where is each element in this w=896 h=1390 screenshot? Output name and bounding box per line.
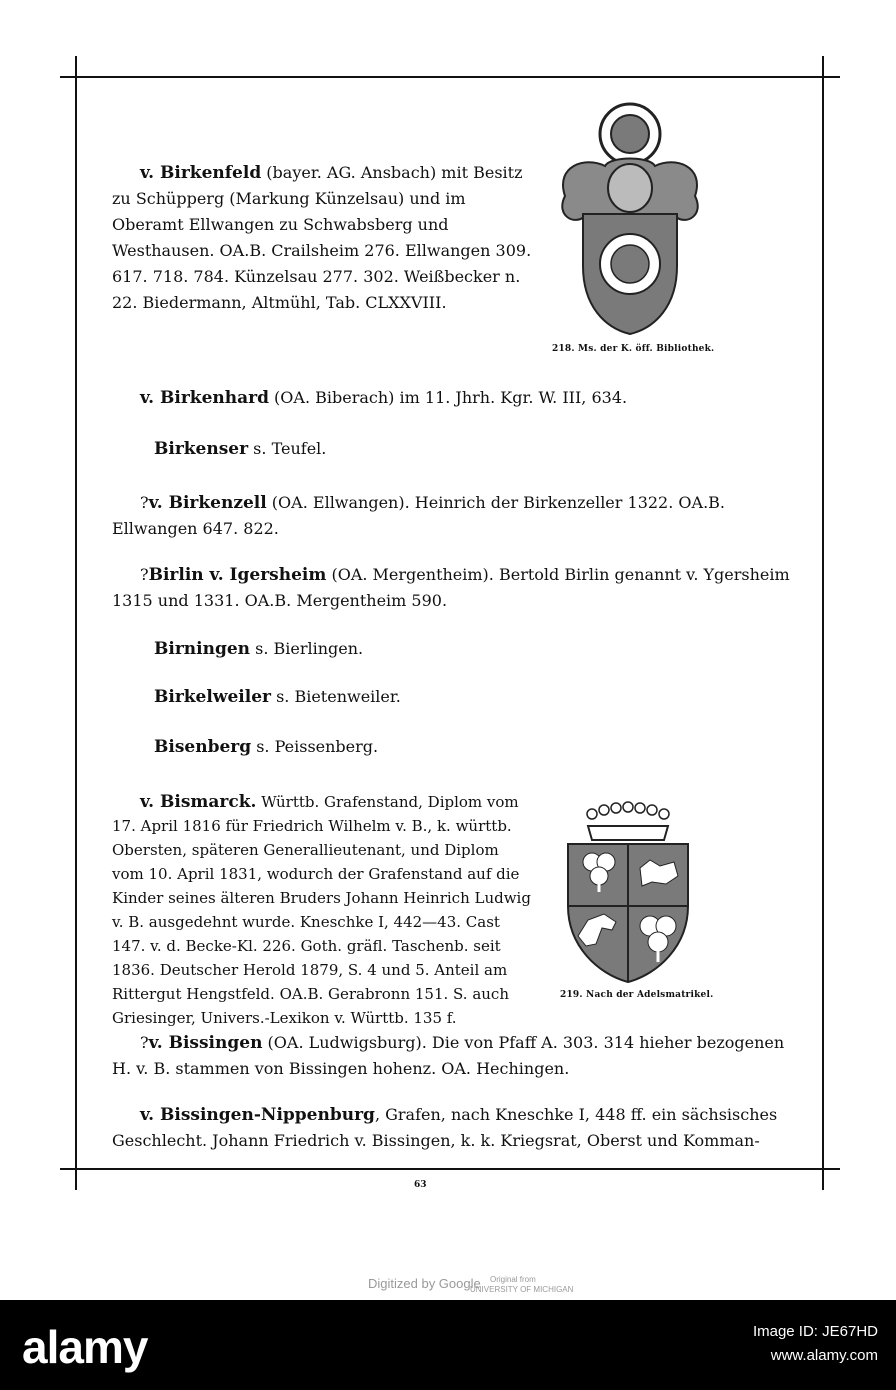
entry-head: Bisenberg	[154, 737, 252, 757]
footer-digitized: Digitized by Google	[368, 1276, 481, 1291]
top-rule	[60, 76, 840, 78]
entry-birkelweiler	[112, 684, 802, 710]
entry-head: v. Bissingen-Nippenburg	[140, 1105, 375, 1125]
entry-birkenhard	[112, 385, 802, 411]
entry-head: v. Birkenzell	[148, 493, 267, 513]
brand-logo: alamy	[22, 1321, 148, 1373]
footer-original-line1: Original from	[490, 1275, 536, 1284]
entry-birlin	[112, 562, 802, 614]
crown-pearls	[587, 802, 669, 819]
entry-text: (OA. Biberach) im 11. Jhrh. Kgr. W. III, 634.	[268, 388, 628, 407]
shield-disc	[611, 245, 649, 283]
entry-prefix: ?	[140, 493, 149, 512]
helmet-crest-disc	[611, 115, 649, 153]
entry-text: s. Bierlingen.	[250, 639, 364, 658]
entry-prefix: ?	[140, 1033, 149, 1052]
entry-birkenfeld	[112, 160, 534, 316]
entry-prefix: ?	[140, 565, 149, 584]
entry-text: (OA. Mergentheim). Bertold Birlin genannt v. Ygersheim 1315 und 1331. OA.B. Mergentheim 590.	[112, 565, 790, 610]
entry-head: Birlin v. Igersheim	[148, 565, 327, 585]
helmet	[608, 164, 652, 212]
entry-text: s. Bietenweiler.	[270, 687, 401, 706]
entry-text: s. Teufel.	[248, 439, 327, 458]
crown	[588, 826, 668, 840]
entry-text: s. Peissenberg.	[251, 737, 379, 756]
crest-caption-219: 219. Nach der Adelsmatrikel.	[560, 990, 714, 1000]
entry-birningen	[112, 636, 802, 662]
site-url: www.alamy.com	[770, 1347, 878, 1364]
page-number: 63	[414, 1180, 427, 1190]
entry-birkenser	[112, 436, 802, 462]
entry-text: (bayer. AG. Ansbach) mit Besitz zu Schüpperg (Markung Künzelsau) und im Oberamt Ellwangen zu Schwabsberg und Westhausen. OA.B. Crailsheim 276. Ellwangen 309. 617. 718. 784. Künzelsau 277. 302. Weißbecker n. 22. Biedermann, Altmühl, Tab. CLXXVIII.	[112, 163, 532, 312]
footer-original-line2: UNIVERSITY OF MICHIGAN	[470, 1285, 574, 1294]
entry-text: , Grafen, nach Kneschke I, 448 ff. ein sächsisches Geschlecht. Johann Friedrich v. Bissingen, k. k. Kriegsrat, Oberst und Komman-	[112, 1105, 778, 1150]
entry-head: Birkelweiler	[154, 687, 271, 707]
crest-caption-218: 218. Ms. der K. öff. Bibliothek.	[552, 344, 715, 354]
entry-text: (OA. Ellwangen). Heinrich der Birkenzeller 1322. OA.B. Ellwangen 647. 822.	[112, 493, 725, 538]
entry-head: v. Birkenfeld	[140, 163, 262, 183]
entry-head: v. Birkenhard	[140, 388, 269, 408]
left-rule	[75, 56, 77, 1190]
entry-bissingen-nippenburg	[112, 1102, 802, 1154]
banner-info	[753, 1320, 878, 1368]
coat-of-arms-birkenfeld	[555, 96, 705, 336]
entry-bissingen	[112, 1030, 802, 1082]
entry-head: v. Bissingen	[148, 1033, 263, 1053]
entry-text: (OA. Ludwigsburg). Die von Pfaff A. 303. 314 hieher bezogenen H. v. B. stammen von Bissingen hohenz. OA. Hechingen.	[112, 1033, 785, 1078]
bottom-rule	[60, 1168, 840, 1170]
image-id: Image ID: JE67HD	[752, 1323, 878, 1340]
right-rule	[822, 56, 824, 1190]
entry-head: Birningen	[154, 639, 251, 659]
entry-text: Württb. Grafenstand, Diplom vom 17. April 1816 für Friedrich Wilhelm v. B., k. württb. Obersten, späteren Generallieutenant, und Diplom vom 10. April 1831, wodurch der Grafenstand auf die Kinder seines älteren Bruders Johann Heinrich Ludwig v. B. ausgedehnt wurde. Kneschke I, 442—43. Cast 147. v. d. Becke-Kl. 226. Goth. gräfl. Taschenb. seit 1836. Deutscher Herold 1879, S. 4 und 5. Anteil am Rittergut Hengstfeld. OA.B. Gerabronn 151. S. auch Griesinger, Univers.-Lexikon v. Württb. 135 f.	[112, 793, 531, 1027]
entry-birkenzell	[112, 490, 802, 542]
entry-head: v. Bismarck.	[140, 792, 257, 812]
entry-head: Birkenser	[154, 439, 249, 459]
entry-bismarck	[112, 790, 534, 1030]
watermark-banner	[0, 1300, 896, 1390]
coat-of-arms-bismarck	[558, 796, 698, 986]
entry-bisenberg	[112, 734, 802, 760]
